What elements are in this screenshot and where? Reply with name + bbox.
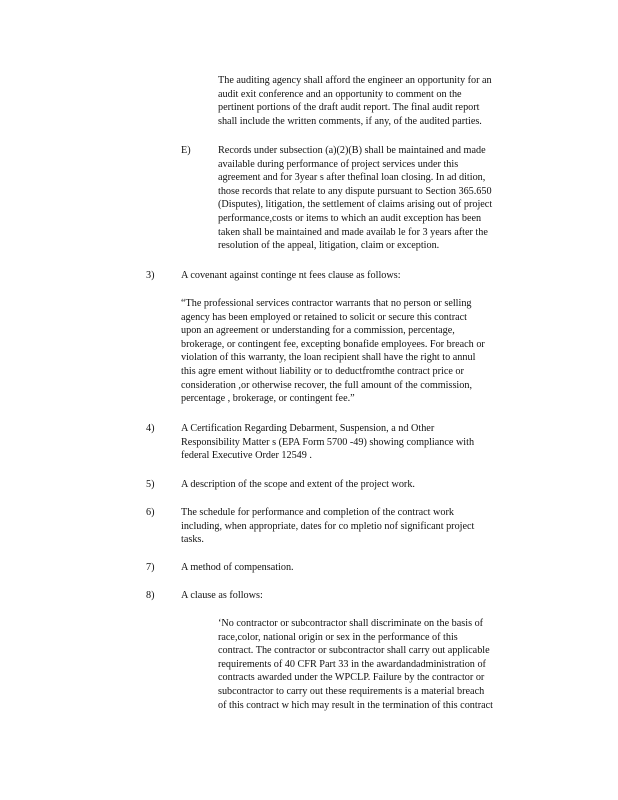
text-line: requirements of 40 CFR Part 33 in the awardandadministration of [218,658,486,670]
text-line: federal Executive Order 12549 . [181,450,312,462]
text-line: upon an agreement or understanding for a commission, percentage, [181,325,455,337]
clause-intro [181,589,263,603]
text-line: available during performance of project services under this [218,158,459,170]
covenant-intro [181,269,401,283]
text-line: Responsibility Matter s (EPA Form 5700 -49) showing compliance with [181,436,475,448]
text-line: resolution of the appeal, litigation, claim or exception. [218,240,440,252]
item-label-8: 8) [146,590,155,601]
audit-paragraph [218,74,492,128]
item-label-4: 4) [146,423,155,434]
schedule-paragraph [181,506,474,547]
text-line: pertinent portions of the draft audit report. The final audit report [218,102,480,114]
text-line: A Certification Regarding Debarment, Suspension, a nd Other [181,423,435,434]
text-line: contracts awarded under the WPCLP. Failure by the contractor or [218,672,485,684]
item-label-e: E) [181,145,191,156]
text-line: A clause as follows: [181,590,263,601]
text-line: A covenant against continge nt fees clause as follows: [181,270,401,281]
text-line: audit exit conference and an opportunity to comment on the [218,88,462,100]
text-line: A description of the scope and extent of the project work. [181,479,415,490]
text-line: violation of this warranty, the loan recipient shall have the right to annul [181,352,476,364]
text-line: consideration ,or otherwise recover, the full amount of the commission, [181,379,472,391]
text-line: those records that relate to any dispute pursuant to Section 365.650 [218,185,492,197]
compensation-paragraph [181,561,294,575]
item-label-7: 7) [146,562,155,573]
text-line: percentage , brokerage, or contingent fee.” [181,393,355,405]
text-line: A method of compensation. [181,562,294,573]
nondiscrimination-quote [218,617,493,712]
certification-paragraph [181,422,474,463]
text-line: The auditing agency shall afford the engineer an opportunity for an [218,75,492,86]
text-line: Records under subsection (a)(2)(B) shall be maintained and made [218,145,486,156]
text-line: race,color, national origin or sex in the performance of this [218,631,458,643]
text-line: tasks. [181,534,204,546]
item-label-6: 6) [146,507,155,518]
description-paragraph [181,478,415,492]
warranty-quote [181,297,485,406]
text-line: agency has been employed or retained to solicit or secure this contract [181,311,467,323]
text-line: of this contract w hich may result in the termination of this contract [218,699,493,711]
text-line: agreement and for 3year s after thefinal loan closing. In ad dition, [218,172,486,184]
item-label-5: 5) [146,479,155,490]
text-line: “The professional services contractor warrants that no person or selling [181,298,472,309]
text-line: subcontractor to carry out these requirements is a material breach [218,685,485,697]
text-line: (Disputes), litigation, the settlement of claims arising out of project [218,199,493,211]
text-line: shall include the written comments, if any, of the audited parties. [218,115,482,127]
text-line: including, when appropriate, dates for co mpletio nof significant project [181,520,475,532]
text-line: contract. The contractor or subcontractor shall carry out applicable [218,645,490,657]
item-label-3: 3) [146,270,155,281]
text-line: this agre ement without liability or to deductfromthe contract price or [181,365,464,377]
records-paragraph [218,144,492,253]
text-line: The schedule for performance and completion of the contract work [181,507,454,518]
text-line: taken shall be maintained and made availab le for 3 years after the [218,226,488,238]
text-line: brokerage, or contingent fee, excepting bonafide employees. For breach or [181,338,485,350]
text-line: performance,costs or items to which an audit exception has been [218,212,482,224]
text-line: ‘No contractor or subcontractor shall discriminate on the basis of [218,618,484,629]
